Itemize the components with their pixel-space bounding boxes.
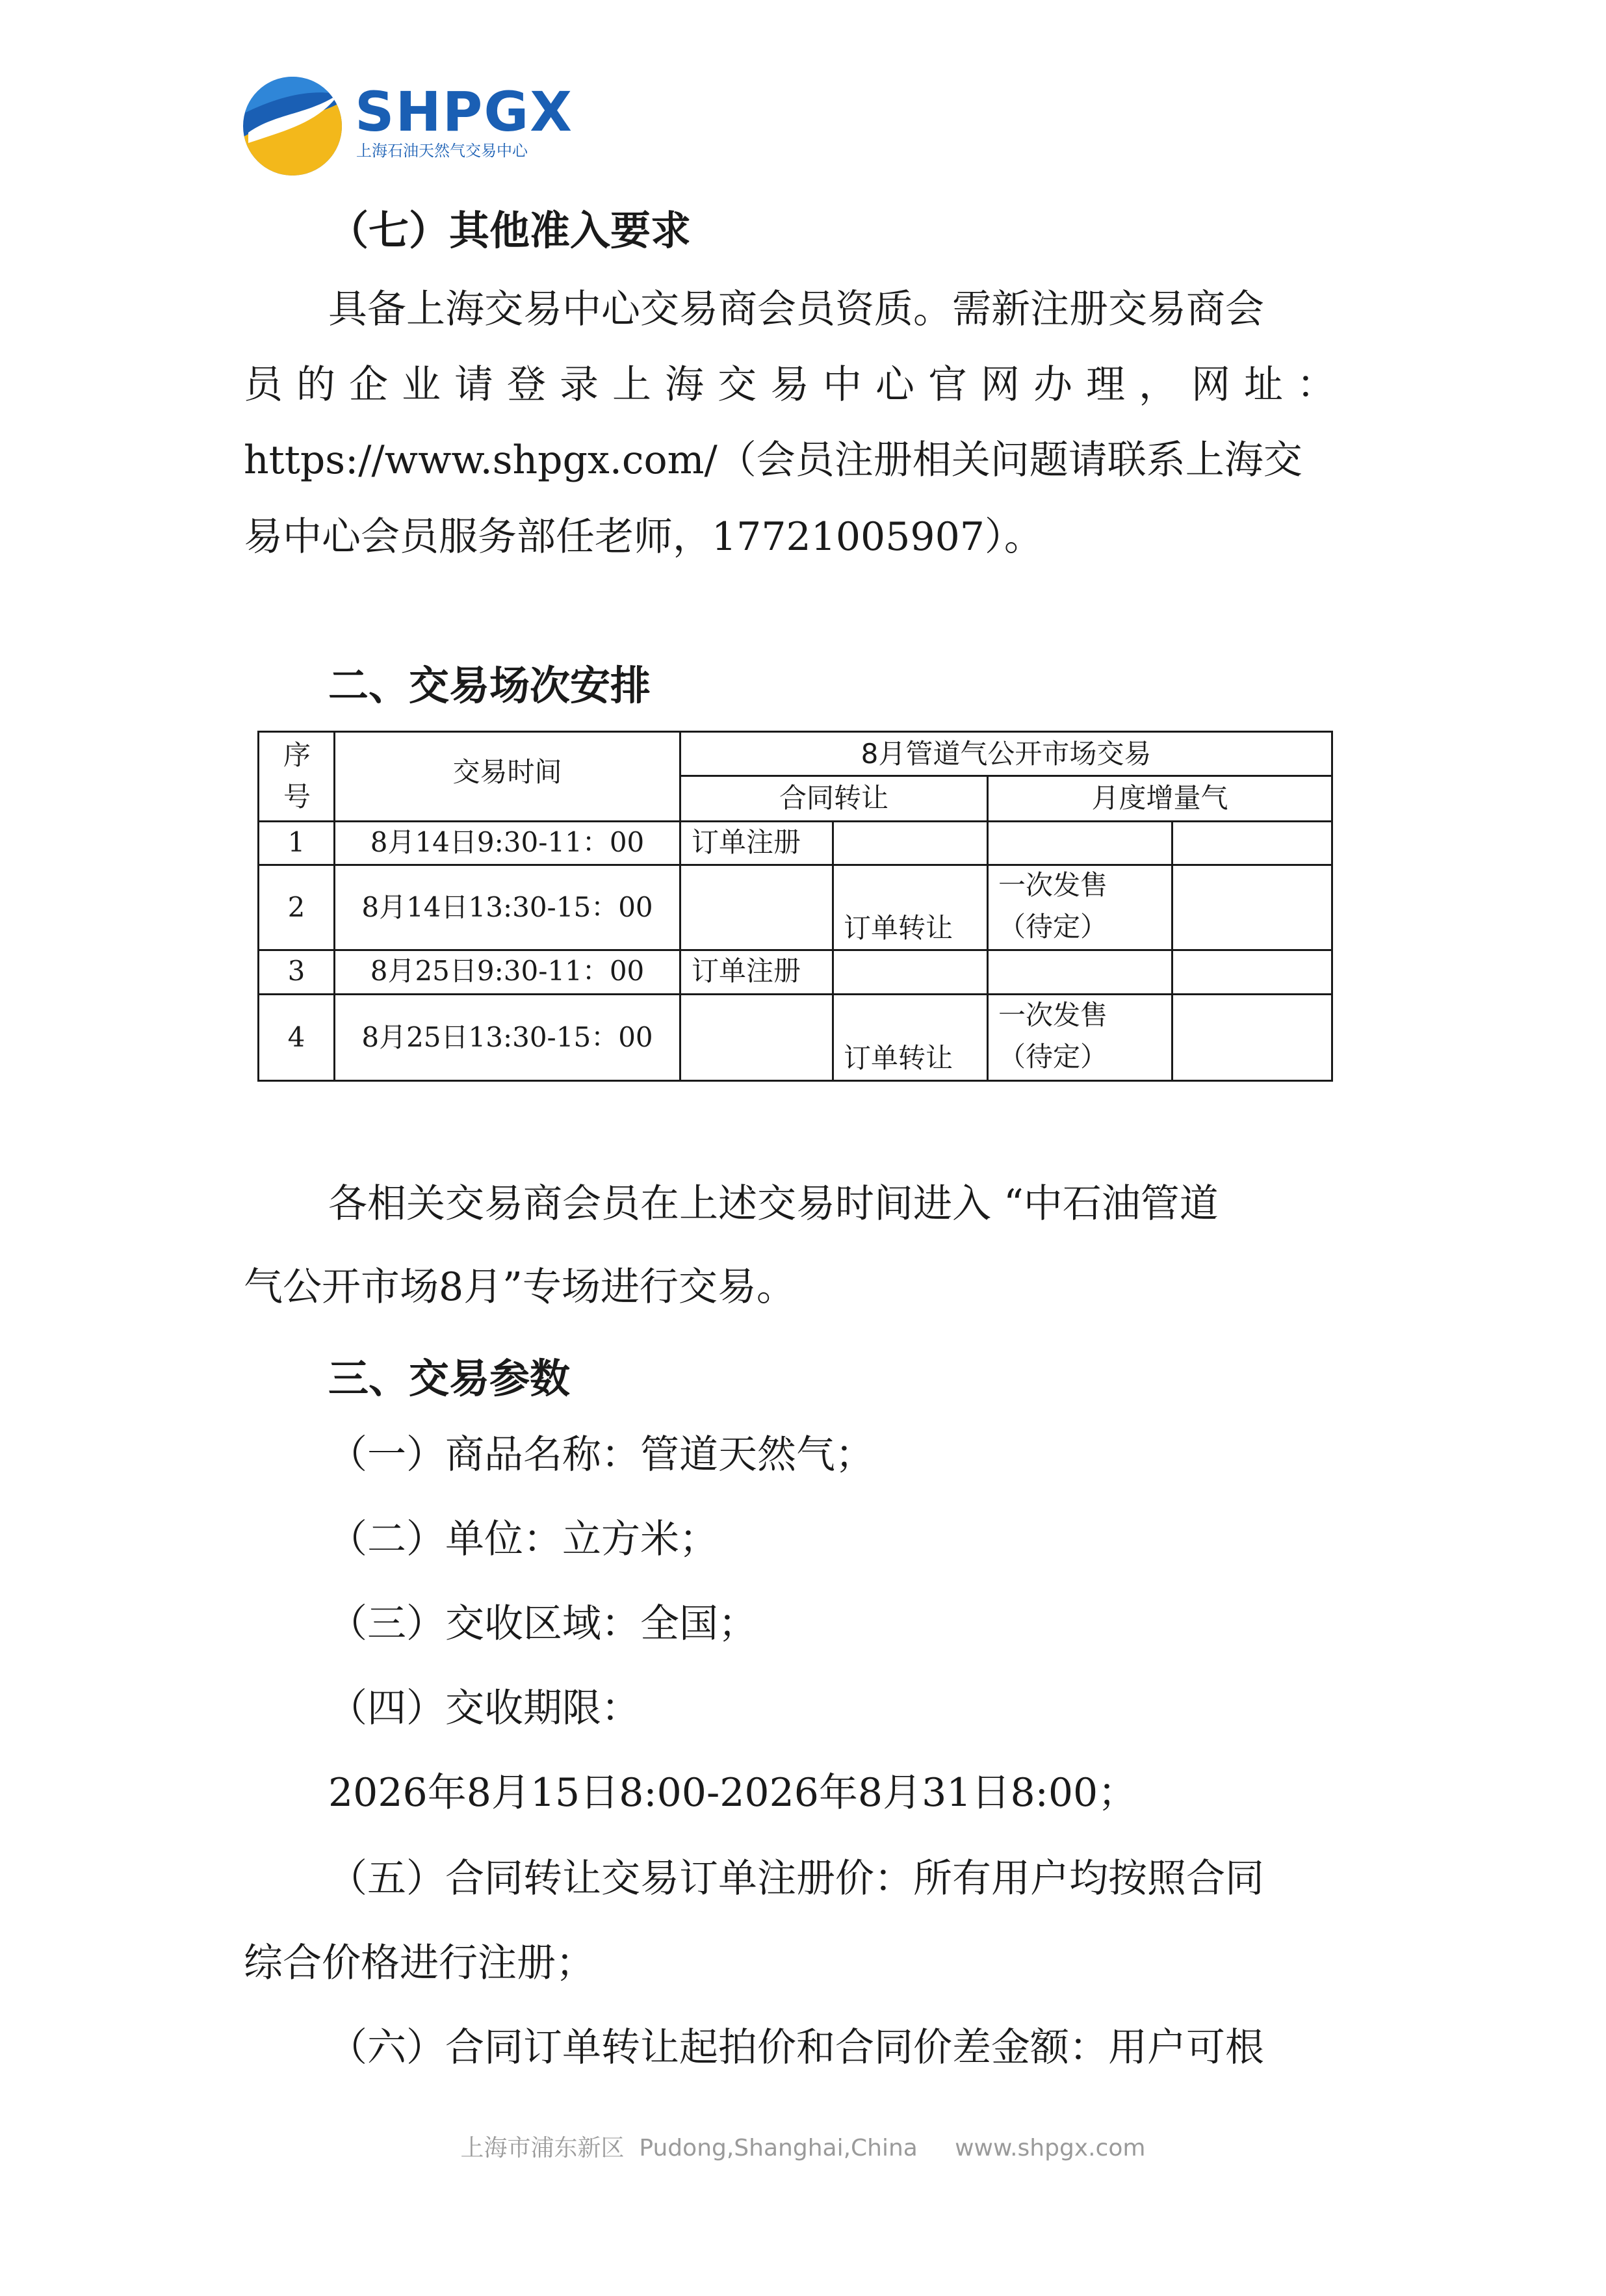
row1-time: 8月14日9:30-11：00 <box>370 826 645 858</box>
section7-line4: 易中心会员服务部任老师，17721005907）。 <box>244 514 1043 560</box>
section7-heading: （七）其他准入要求 <box>328 207 692 254</box>
header-group: 8月管道气公开市场交易 <box>861 738 1152 770</box>
row2-pending: （待定） <box>998 911 1108 943</box>
section7-line2: 员的企业请登录上海交易中心官网办理，网址： <box>244 362 1349 408</box>
schedule-table <box>257 731 1333 1082</box>
section3-item5-line2: 综合价格进行注册； <box>244 1940 595 1986</box>
row2-time: 8月14日13:30-15：00 <box>361 891 653 923</box>
header-contract-transfer: 合同转让 <box>779 782 888 814</box>
header-seq-1: 序 <box>283 739 311 771</box>
section3-item4-value: 2026年8月15日8:00-2026年8月31日8:00； <box>328 1770 1137 1816</box>
header-time: 交易时间 <box>452 756 562 788</box>
logo-wordmark: SHPGX <box>355 80 574 144</box>
section3-item4: （四）交收期限： <box>328 1686 640 1731</box>
row4-one-time-sale: 一次发售 <box>998 999 1108 1031</box>
row1-no: 1 <box>287 826 305 858</box>
page-footer: 上海市浦东新区 Pudong,Shanghai,China www.shpgx.com <box>460 2135 1146 2161</box>
section3-item2: （二）单位：立方米； <box>328 1517 718 1562</box>
row3-time: 8月25日9:30-11：00 <box>370 955 645 987</box>
section3-item1: （一）商品名称：管道天然气； <box>328 1432 874 1478</box>
section3-item6-line1: （六）合同订单转让起拍价和合同价差金额：用户可根 <box>328 2025 1264 2070</box>
logo-subtitle: 上海石油天然气交易中心 <box>356 142 528 160</box>
after-table-line1: 各相关交易商会员在上述交易时间进入 “中石油管道 <box>328 1181 1219 1227</box>
row2-one-time-sale: 一次发售 <box>998 869 1108 901</box>
row2-no: 2 <box>287 891 305 923</box>
shpgx-logo <box>242 73 574 177</box>
header-seq-2: 号 <box>283 781 311 813</box>
row4-no: 4 <box>287 1021 305 1053</box>
section3-item5-line1: （五）合同转让交易订单注册价：所有用户均按照合同 <box>328 1856 1264 1901</box>
row4-pending: （待定） <box>998 1041 1108 1073</box>
header-monthly-gas: 月度增量气 <box>1091 782 1228 814</box>
section3-item3: （三）交收区域：全国； <box>328 1601 757 1647</box>
row1-order-register: 订单注册 <box>692 826 801 858</box>
row2-order-transfer: 订单转让 <box>844 912 953 944</box>
after-table-line2: 气公开市场8月”专场进行交易。 <box>244 1264 796 1310</box>
row4-time: 8月25日13:30-15：00 <box>361 1021 653 1053</box>
row4-order-transfer: 订单转让 <box>844 1042 953 1074</box>
section2-heading: 二、交易场次安排 <box>328 662 651 709</box>
section3-heading: 三、交易参数 <box>328 1355 571 1402</box>
section7-line3: https://www.shpgx.com/（会员注册相关问题请联系上海交 <box>244 437 1302 483</box>
row3-order-register: 订单注册 <box>692 955 801 987</box>
row3-no: 3 <box>287 955 305 987</box>
section7-line1: 具备上海交易中心交易商会员资质。需新注册交易商会 <box>328 287 1264 332</box>
shpgx-globe-icon <box>242 75 343 177</box>
